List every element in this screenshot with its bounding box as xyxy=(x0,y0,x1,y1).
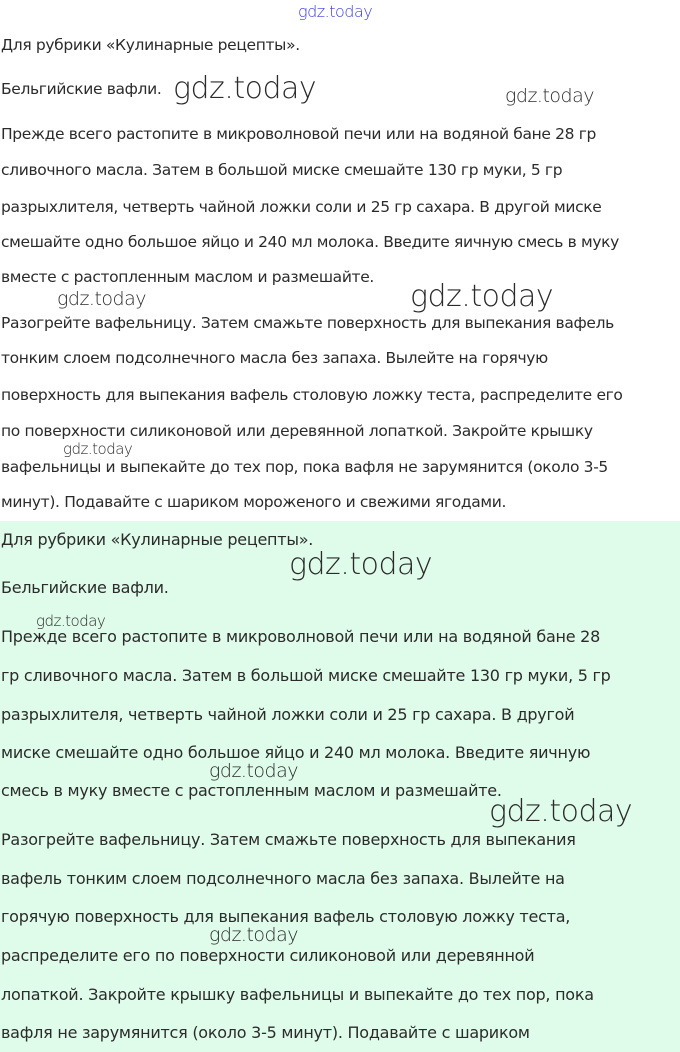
block1-heading: Для рубрики «Кулинарные рецепты». xyxy=(1,36,300,54)
block1-line: вместе с растопленным маслом и размешайте. xyxy=(1,268,374,286)
watermark: gdz.today xyxy=(298,2,373,21)
block1-line: Прежде всего растопите в микроволновой печи или на водяной бане 28 гр xyxy=(1,125,597,143)
block1-line: смешайте одно большое яйцо и 240 мл молока. Введите яичную смесь в муку xyxy=(1,233,620,251)
watermark: gdz.today xyxy=(505,85,594,107)
watermark: gdz.today xyxy=(209,924,298,946)
block1-line: вафельницы и выпекайте до тех пор, пока вафля не зарумянится (около 3-5 xyxy=(1,458,608,476)
block2-line: вафля не зарумянится (около 3-5 минут). Подавайте с шариком xyxy=(1,1023,530,1042)
block2-heading: Для рубрики «Кулинарные рецепты». xyxy=(1,530,314,549)
block1-line: Разогрейте вафельницу. Затем смажьте поверхность для выпекания вафель xyxy=(1,314,614,332)
watermark: gdz.today xyxy=(36,612,106,630)
watermark: gdz.today xyxy=(63,440,133,458)
block2-title: Бельгийские вафли. xyxy=(1,578,169,597)
block1-line: сливочного масла. Затем в большой миске смешайте 130 гр муки, 5 гр xyxy=(1,161,563,179)
block1-line: по поверхности силиконовой или деревянной лопаткой. Закройте крышку xyxy=(1,422,593,440)
watermark: gdz.today xyxy=(209,760,298,782)
block2-line: миске смешайте одно большое яйцо и 240 мл молока. Введите яичную xyxy=(1,743,591,762)
block2-line: смесь в муку вместе с растопленным маслом и размешайте. xyxy=(1,781,502,800)
block2-line: лопаткой. Закройте крышку вафельницы и выпекайте до тех пор, пока xyxy=(1,985,594,1004)
watermark: gdz.today xyxy=(57,288,146,310)
block1-line: минут). Подавайте с шариком мороженого и свежими ягодами. xyxy=(1,493,507,511)
block1-line: поверхность для выпекания вафель столовую ложку теста, распределите его xyxy=(1,386,623,404)
block2-line: разрыхлителя, четверть чайной ложки соли и 25 гр сахара. В другой xyxy=(1,705,575,724)
watermark: gdz.today xyxy=(289,547,433,582)
block2-line: Разогрейте вафельницу. Затем смажьте поверхность для выпекания xyxy=(1,830,576,849)
block1-title: Бельгийские вафли. xyxy=(1,80,162,98)
block2-line: распределите его по поверхности силиконовой или деревянной xyxy=(1,946,535,965)
block1-line: разрыхлителя, четверть чайной ложки соли и 25 гр сахара. В другой миске xyxy=(1,198,602,216)
block1-line: тонким слоем подсолнечного масла без запаха. Вылейте на горячую xyxy=(1,349,548,367)
block2-line: горячую поверхность для выпекания вафель столовую ложку теста, xyxy=(1,907,571,926)
watermark: gdz.today xyxy=(410,279,554,314)
block2-line: Прежде всего растопите в микроволновой печи или на водяной бане 28 xyxy=(1,627,601,646)
watermark: gdz.today xyxy=(173,71,317,106)
block2-line: гр сливочного масла. Затем в большой миске смешайте 130 гр муки, 5 гр xyxy=(1,666,611,685)
watermark: gdz.today xyxy=(489,794,633,829)
block2-line: вафель тонким слоем подсолнечного масла без запаха. Вылейте на xyxy=(1,869,565,888)
